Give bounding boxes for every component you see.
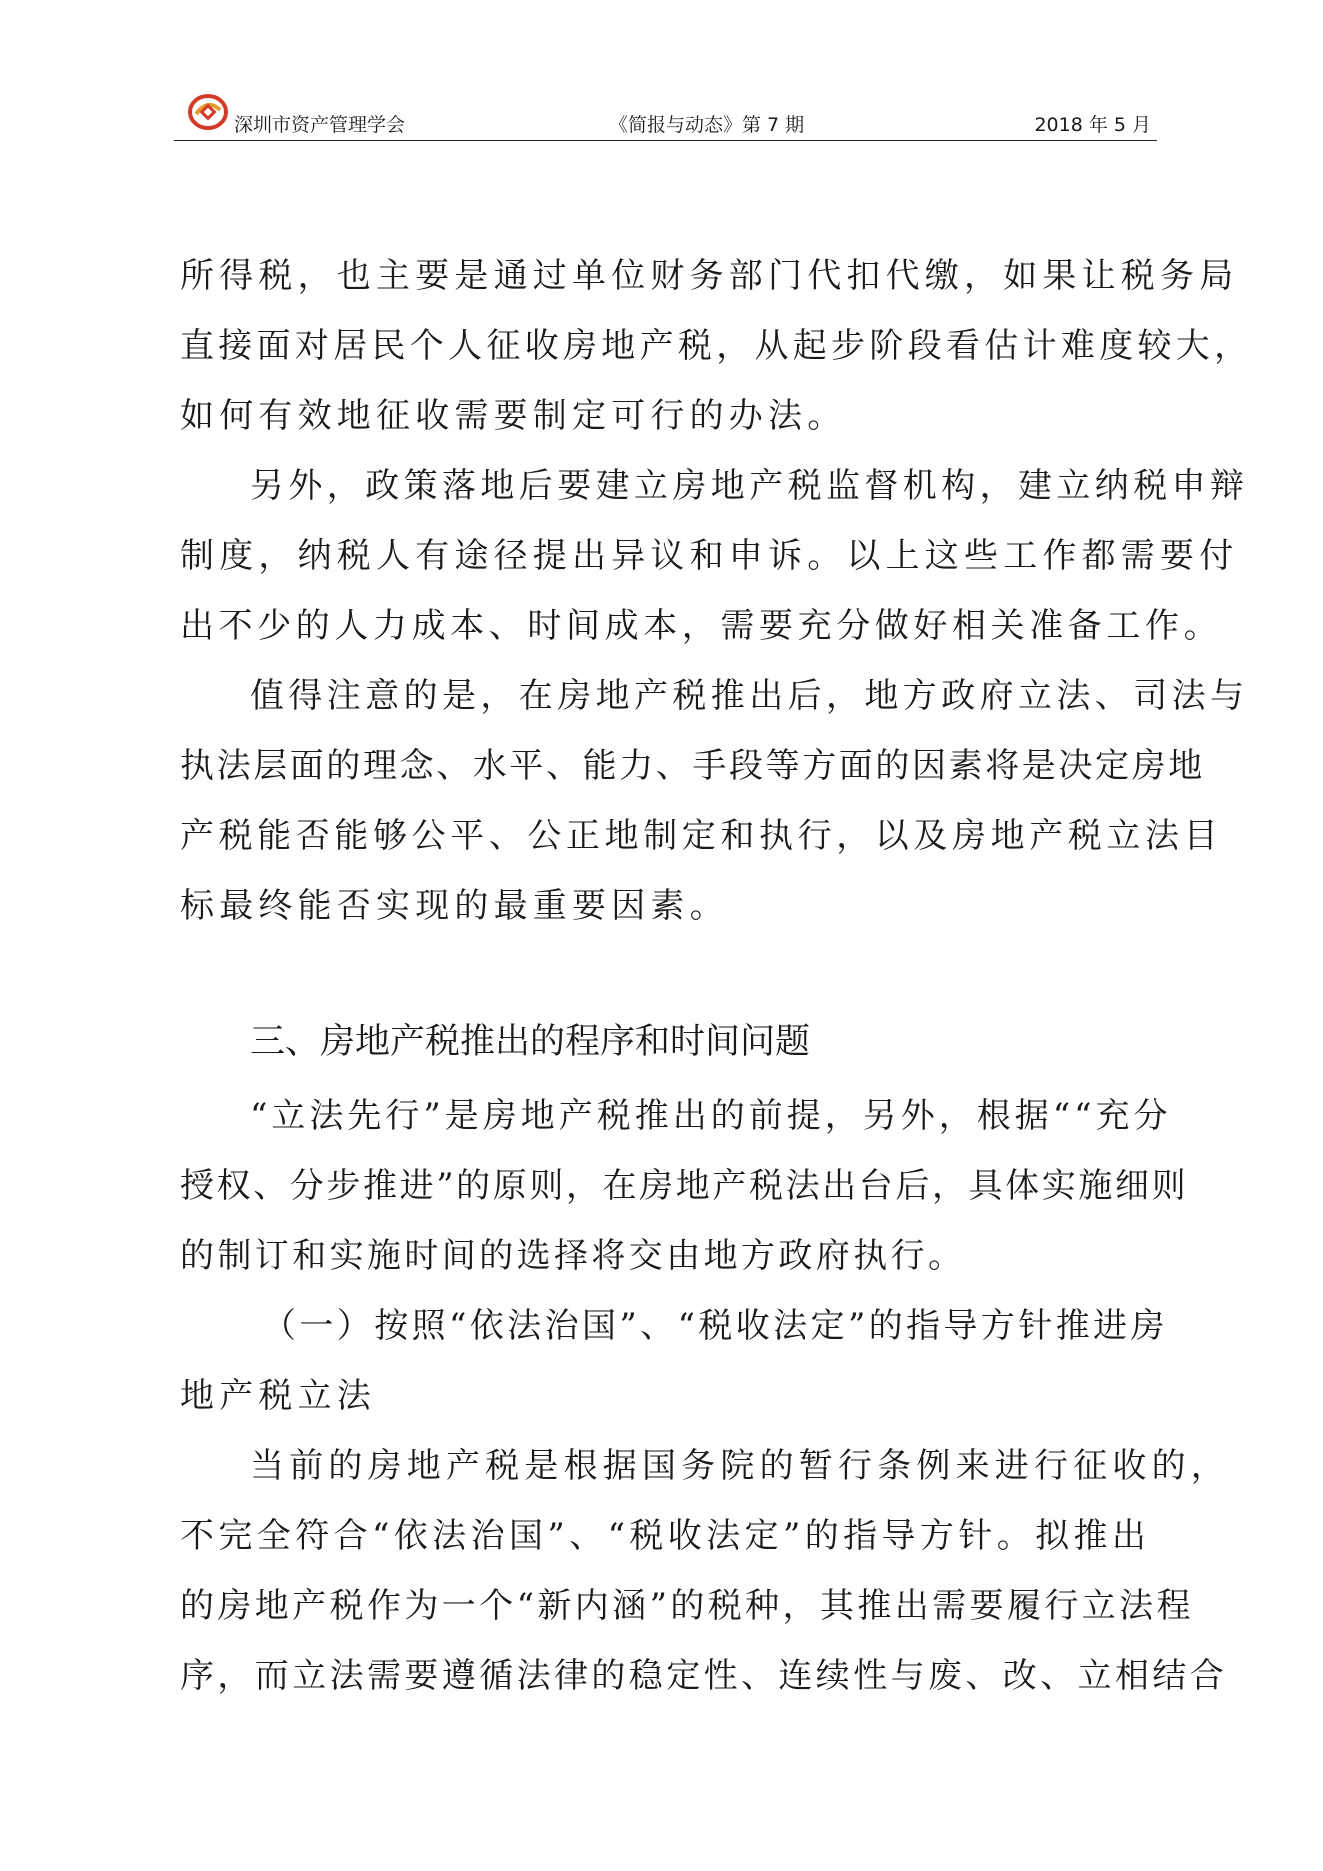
paragraph-line: 授权、分步推进”的原则，在房地产税法出台后，具体实施细则 xyxy=(180,1166,1189,1206)
paragraph-line: 所得税，也主要是通过单位财务部门代扣代缴，如果让税务局 xyxy=(180,256,1239,296)
paragraph-line: 产税能否能够公平、公正地制定和执行，以及房地产税立法目 xyxy=(180,816,1223,856)
paragraph-line: 的房地产税作为一个“新内涵”的税种，其推出需要履行立法程 xyxy=(180,1586,1194,1626)
org-name: 深圳市资产管理学会 xyxy=(234,114,406,136)
issue-date: 2018 年 5 月 xyxy=(1034,114,1151,136)
paragraph-line: 如何有效地征收需要制定可行的办法。 xyxy=(180,396,847,436)
paragraph-line: 序，而立法需要遵循法律的稳定性、连续性与废、改、立相结合 xyxy=(180,1656,1228,1696)
section-heading: 三、房地产税推出的程序和时间问题 xyxy=(250,1022,811,1062)
paragraph-line: 直接面对居民个人征收房地产税，从起步阶段看估计难度较大， xyxy=(180,326,1253,366)
society-logo-icon xyxy=(188,92,228,132)
paragraph-line: 当前的房地产税是根据国务院的暂行条例来进行征收的， xyxy=(250,1446,1230,1486)
subsection-heading: 地产税立法 xyxy=(180,1376,376,1416)
paragraph-line: 不完全符合“依法治国”、“税收法定”的指导方针。拟推出 xyxy=(180,1516,1151,1556)
paragraph-line: 值得注意的是，在房地产税推出后，地方政府立法、司法与 xyxy=(250,676,1249,716)
paragraph-line: 出不少的人力成本、时间成本，需要充分做好相关准备工作。 xyxy=(180,606,1223,646)
issue-title: 《简报与动态》第 7 期 xyxy=(609,114,805,136)
paragraph-line: 的制订和实施时间的选择将交由地方政府执行。 xyxy=(180,1236,966,1276)
paragraph-line: 执法层面的理念、水平、能力、手段等方面的因素将是决定房地 xyxy=(180,746,1205,786)
paragraph-line: 制度，纳税人有途径提出异议和申诉。以上这些工作都需要付 xyxy=(180,536,1239,576)
page-header xyxy=(174,92,1157,141)
paragraph-line: 标最终能否实现的最重要因素。 xyxy=(180,886,729,926)
subsection-heading: （一）按照“依法治国”、“税收法定”的指导方针推进房 xyxy=(262,1306,1168,1346)
paragraph-line: “立法先行”是房地产税推出的前提，另外，根据““充分 xyxy=(250,1096,1172,1136)
paragraph-line: 另外，政策落地后要建立房地产税监督机构，建立纳税申辩 xyxy=(250,466,1249,506)
